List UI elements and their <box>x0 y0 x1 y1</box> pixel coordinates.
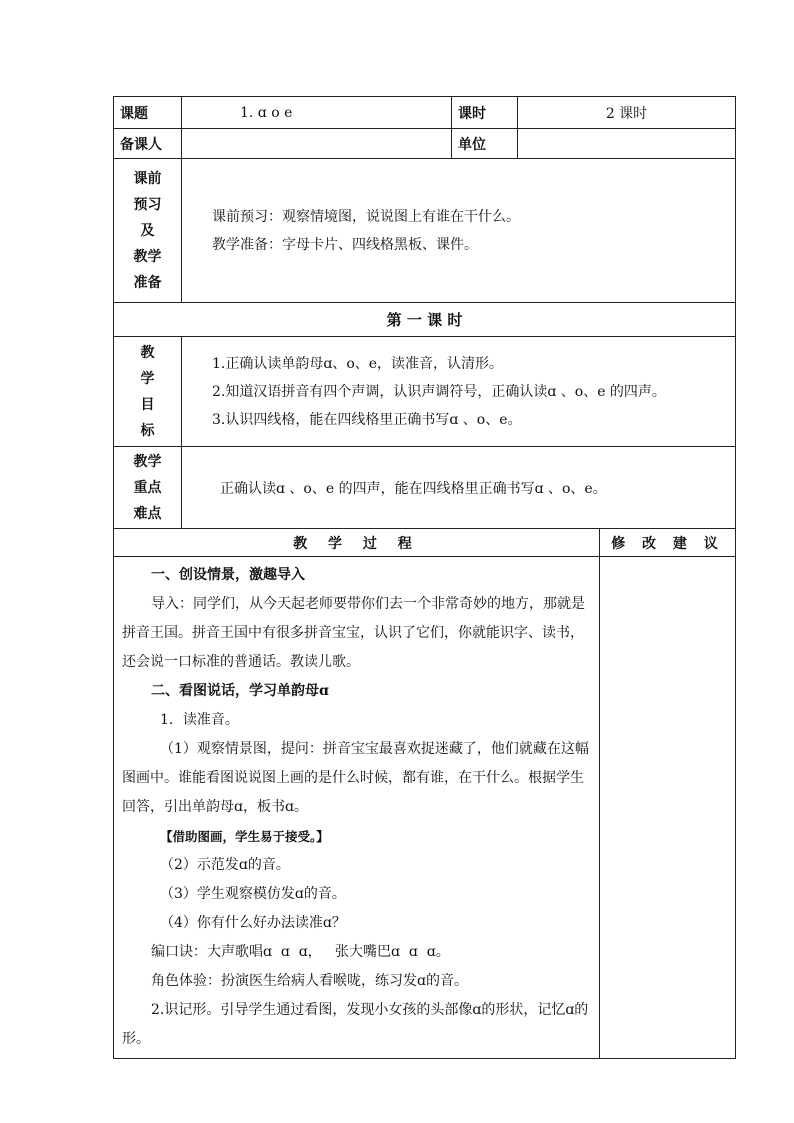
step1-sub1: （1）观察情景图，提问：拼音宝宝最喜欢捉迷藏了，他们就藏在这幅图画中。谁能看图说说图上画的是什么时候，都有谁，在干什么。根据学生回答，引出单韵母ɑ，板书ɑ。 <box>122 741 589 815</box>
role-play-line: 角色体验：扮演医生给病人看喉咙，练习发ɑ的音。 <box>151 973 468 989</box>
goal-item: 2.知道汉语拼音有四个声调，认识声调符号，正确认读ɑ 、o、e 的四声。 <box>212 383 666 400</box>
hours-value: 2 课时 <box>518 97 736 129</box>
suggestion-cell <box>600 557 736 1059</box>
lesson-plan-table <box>113 96 736 1059</box>
unit-value <box>518 129 736 159</box>
lesson-title: 第 一 课 时 <box>114 303 736 337</box>
teaching-note: 【借助图画，学生易于接受。】 <box>160 829 329 844</box>
step2-text: 2.识记形。引导学生通过看图，发现小女孩的头部像ɑ的形状，记忆ɑ的形。 <box>122 1002 589 1047</box>
section1-title: 一、创设情景，激趣导入 <box>151 567 305 583</box>
goals-label: 教 学 目 标 <box>114 337 182 447</box>
process-row <box>114 557 736 1059</box>
topic-value: 1. ɑ o e <box>182 97 452 129</box>
section2-title: 二、看图说话，学习单韵母ɑ <box>151 683 329 699</box>
process-header: 教 学 过 程 <box>114 529 600 557</box>
preparer-row <box>114 129 736 159</box>
topic-row <box>114 97 736 129</box>
unit-label: 单位 <box>452 129 518 159</box>
step1-title: 1．读准音。 <box>160 712 239 728</box>
preparer-value <box>182 129 452 159</box>
prep-row <box>114 159 736 303</box>
keypoints-label: 教学 重点 难点 <box>114 447 182 529</box>
lesson-title-row <box>114 303 736 337</box>
prep-materials-line: 教学准备：字母卡片、四线格黑板、课件。 <box>212 236 478 253</box>
step1-sub3: （3）学生观察模仿发ɑ的音。 <box>160 886 346 902</box>
process-content <box>114 557 600 1059</box>
prep-content <box>182 159 736 303</box>
section1-text: 导入：同学们，从今天起老师要带你们去一个非常奇妙的地方，那就是拼音王国。拼音王国中有很多拼音宝宝，认识了它们，你就能识字、读书，还会说一口标准的普通话。教读儿歌。 <box>122 596 585 670</box>
goal-item: 3.认识四线格，能在四线格里正确书写ɑ 、o、e。 <box>212 411 522 428</box>
goals-content <box>182 337 736 447</box>
step1-sub2: （2）示范发ɑ的音。 <box>160 857 290 873</box>
preparer-label: 备课人 <box>114 129 182 159</box>
goals-row <box>114 337 736 447</box>
keypoints-row <box>114 447 736 529</box>
suggest-header: 修 改 建 议 <box>600 529 736 557</box>
step1-sub4: （4）你有什么好办法读准ɑ？ <box>160 915 346 931</box>
prep-preview-line: 课前预习：观察情境图，说说图上有谁在干什么。 <box>212 208 520 225</box>
prep-label: 课前 预习 及 教学 准备 <box>114 159 182 303</box>
keypoints-content: 正确认读ɑ 、o、e 的四声，能在四线格里正确书写ɑ 、o、e。 <box>182 447 736 529</box>
process-header-row <box>114 529 736 557</box>
goal-item: 1.正确认读单韵母ɑ、o、e，读准音，认清形。 <box>212 355 504 372</box>
topic-label: 课题 <box>114 97 182 129</box>
rhyme-line: 编口诀：大声歌唱ɑ ɑ ɑ， 张大嘴巴ɑ ɑ ɑ。 <box>151 944 450 960</box>
hours-label: 课时 <box>452 97 518 129</box>
